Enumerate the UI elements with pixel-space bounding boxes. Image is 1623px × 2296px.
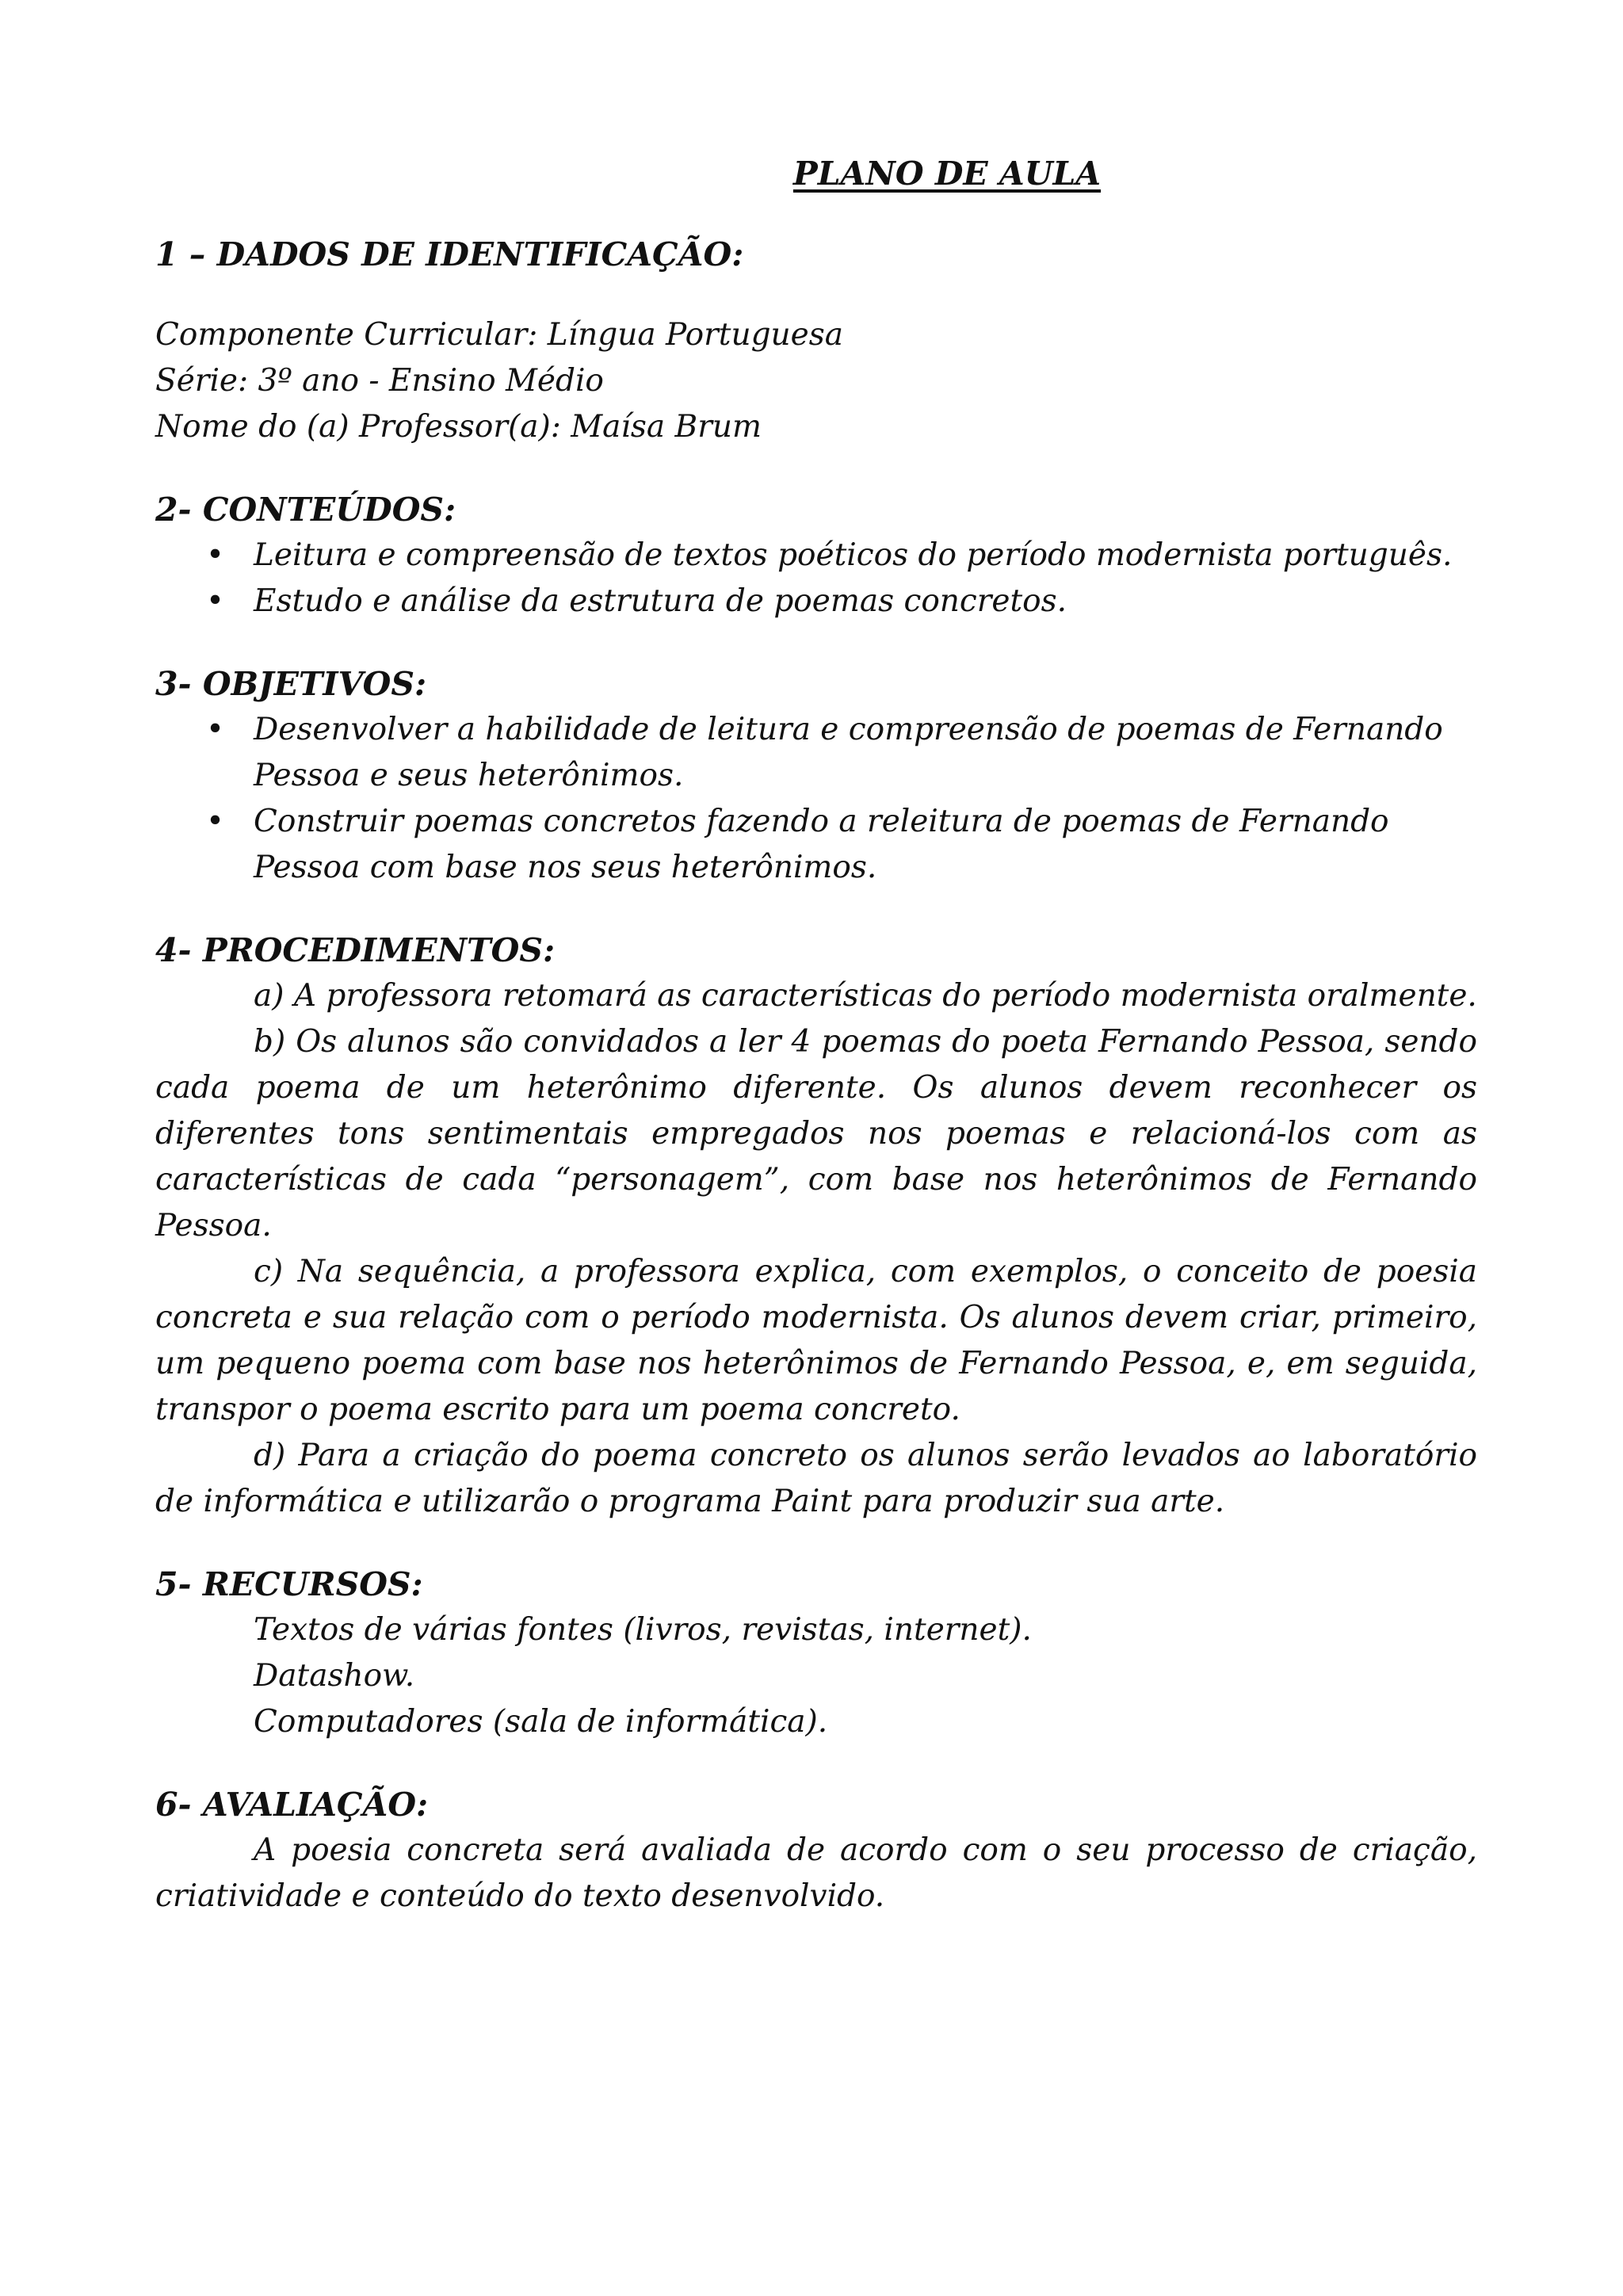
objectives-list [155, 707, 1477, 891]
list-item: • Desenvolver a habilidade de leitura e compreensão de poemas de Fernando Pessoa e seus heterônimos. [155, 707, 1477, 799]
resource-item: Computadores (sala de informática). [254, 1704, 828, 1740]
teacher-name: Nome do (a) Professor(a): Maísa Brum [155, 409, 762, 445]
lesson-plan-page [155, 151, 1477, 1956]
identification-heading: 1 – DADOS DE IDENTIFICAÇÃO: [155, 235, 744, 273]
list-item: • Leitura e compreensão de textos poéticos do período modernista português. [155, 533, 1477, 579]
list-item: • Estudo e análise da estrutura de poemas concretos. [155, 579, 1477, 625]
bullet-icon: • [206, 712, 225, 747]
evaluation-heading: 6- AVALIAÇÃO: [155, 1786, 429, 1824]
procedures-section [155, 927, 1477, 1525]
resources-heading: 5- RECURSOS: [155, 1565, 423, 1603]
objectives-heading: 3- OBJETIVOS: [155, 665, 427, 703]
resource-item: Datashow. [254, 1658, 415, 1694]
grade-level: Série: 3º ano - Ensino Médio [155, 363, 604, 399]
procedure-item-b: b) Os alunos são convidados a ler 4 poemas do poeta Fernando Pessoa, sendo cada poema de um heterônimo diferente. Os alunos devem reconhecer os diferentes tons sentimentais empregados nos poemas e relacioná-los com as características de cada “personagem”, com base nos heterônimos de Fernando Pessoa. [155, 1024, 1477, 1244]
contents-heading: 2- CONTEÚDOS: [155, 491, 456, 529]
bullet-icon: • [206, 583, 225, 619]
list-item: • Construir poemas concretos fazendo a releitura de poemas de Fernando Pessoa com base nos seus heterônimos. [155, 799, 1477, 891]
bullet-icon: • [206, 537, 225, 573]
contents-list [155, 533, 1477, 625]
identification-section [155, 312, 1477, 450]
curricular-component: Componente Curricular: Língua Portuguesa [155, 317, 844, 353]
evaluation-section [155, 1782, 1477, 1920]
page-title: PLANO DE AULA [792, 155, 1102, 193]
resource-item: Textos de várias fontes (livros, revistas, internet). [254, 1612, 1032, 1648]
objectives-section [155, 661, 1477, 891]
procedure-item-c: c) Na sequência, a professora explica, com exemplos, o conceito de poesia concreta e sua relação com o período modernista. Os alunos devem criar, primeiro, um pequeno poema com base nos heterônimos de Fernando Pessoa, e, em seguida, transpor o poema escrito para um poema concreto. [155, 1254, 1477, 1427]
procedure-item-d: d) Para a criação do poema concreto os alunos serão levados ao laboratório de informática e utilizarão o programa Paint para produzir sua arte. [155, 1438, 1477, 1519]
contents-section [155, 487, 1477, 625]
resources-section [155, 1561, 1477, 1745]
procedures-heading: 4- PROCEDIMENTOS: [155, 931, 556, 969]
procedure-item-a: a) A professora retomará as características do período modernista oralmente. [254, 978, 1477, 1014]
evaluation-text: A poesia concreta será avaliada de acordo com o seu processo de criação, criatividade e conteúdo do texto desenvolvido. [155, 1832, 1477, 1914]
bullet-icon: • [206, 804, 225, 839]
